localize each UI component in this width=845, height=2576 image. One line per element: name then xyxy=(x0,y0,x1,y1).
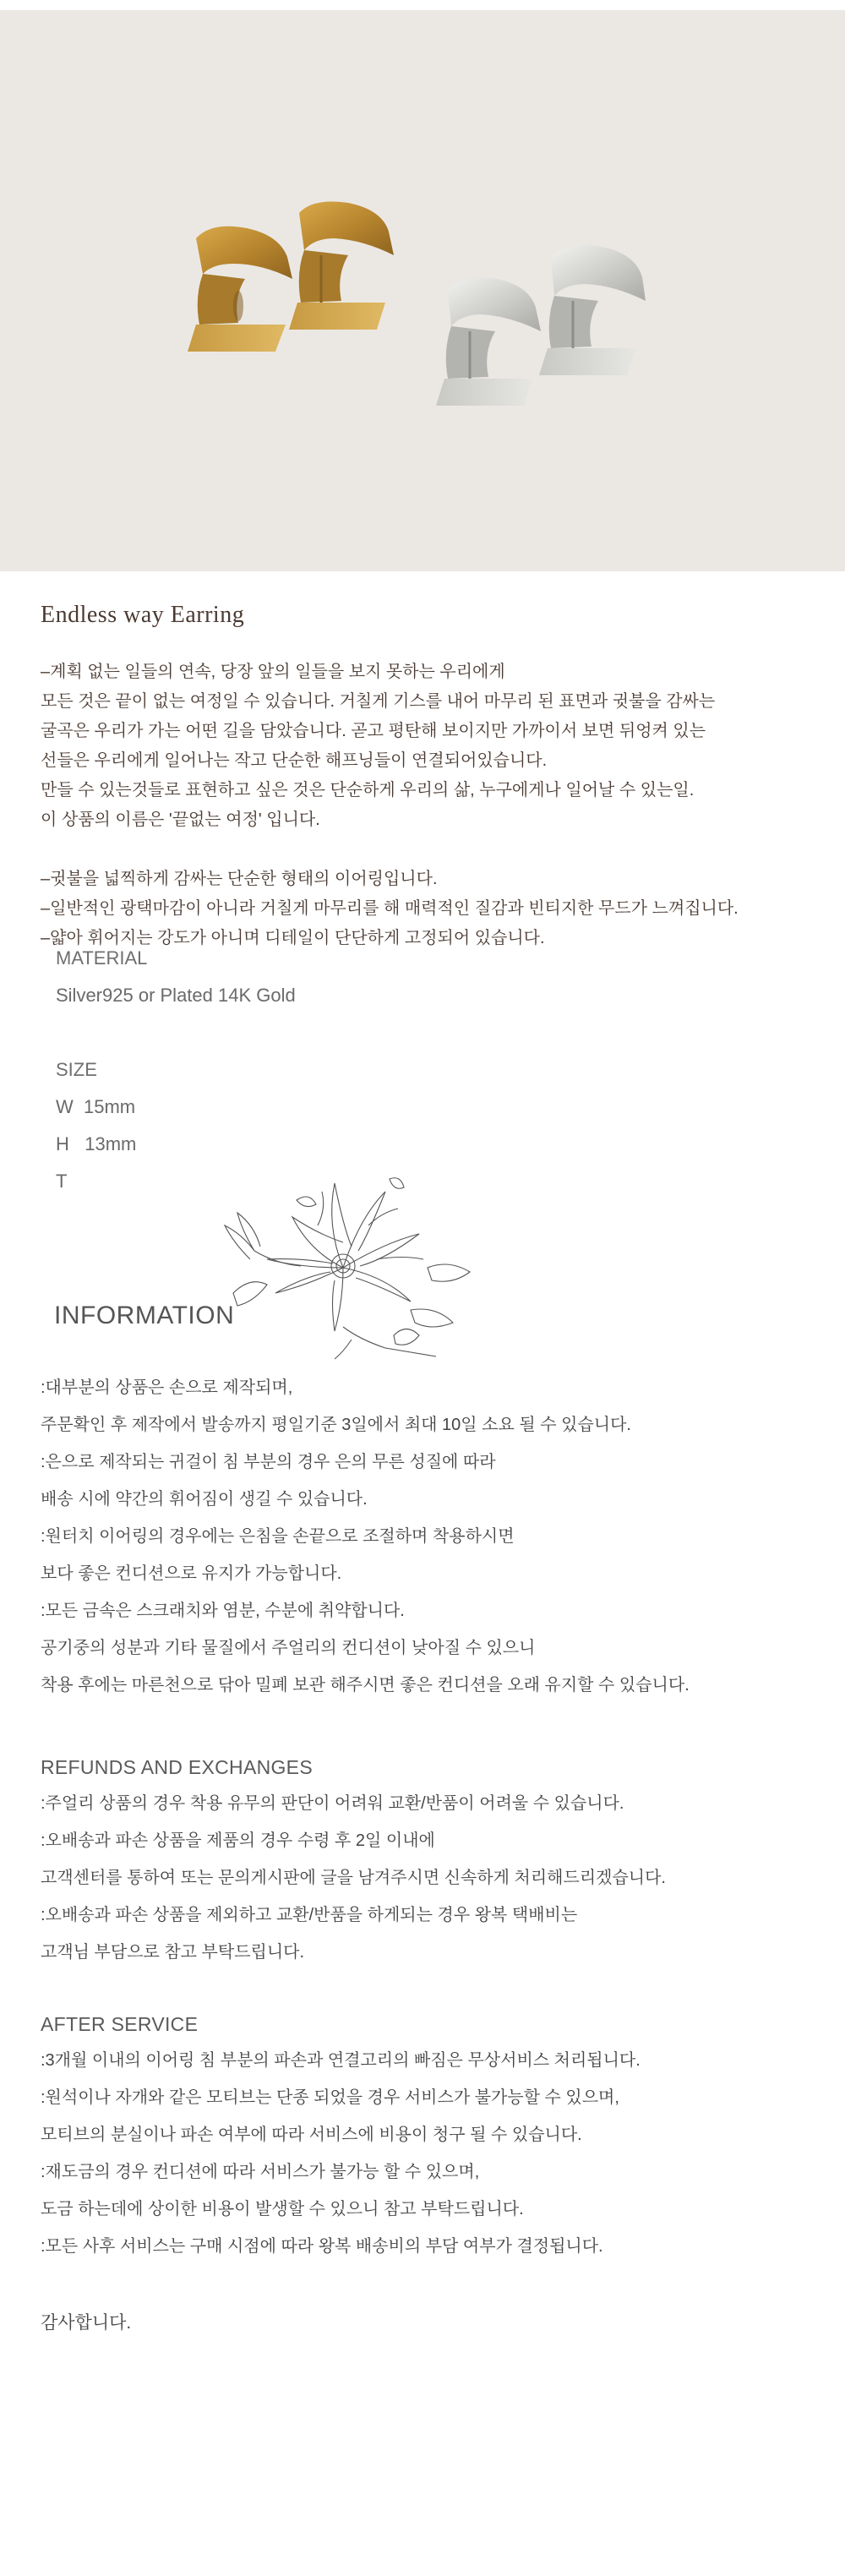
after-service-line: :3개월 이내의 이어링 침 부분의 파손과 연결고리의 빠짐은 무상서비스 처리됩니다. xyxy=(41,2051,641,2070)
description-line: 선들은 우리에게 일어나는 작고 단순한 해프닝들이 연결되어있습니다. xyxy=(41,751,548,770)
after-service-list xyxy=(41,2042,818,2265)
closing-message: 감사합니다. xyxy=(41,2313,132,2333)
information-line: :은으로 제작되는 귀걸이 침 부분의 경우 은의 무른 성질에 따라 xyxy=(41,1453,496,1471)
description-line: 이 상품의 이름은 '끝없는 여정' 입니다. xyxy=(41,810,320,829)
product-title: Endless way Earring xyxy=(41,602,245,628)
gold-earring-right xyxy=(289,202,394,330)
description-line: –얇아 휘어지는 강도가 아니며 디테일이 단단하게 고정되어 있습니다. xyxy=(41,929,545,947)
silver-earring-left xyxy=(436,278,541,406)
refunds-line: :오배송과 파손 상품을 제품의 경우 수령 후 2일 이내에 xyxy=(41,1831,435,1850)
size-label: SIZE xyxy=(56,1059,97,1080)
information-title: INFORMATION xyxy=(54,1302,235,1329)
information-line: 보다 좋은 컨디션으로 유지가 가능합니다. xyxy=(41,1564,342,1583)
information-line: 주문확인 후 제작에서 발송까지 평일기준 3일에서 최대 10일 소요 될 수 있습니다. xyxy=(41,1416,631,1434)
information-list xyxy=(41,1369,818,1704)
after-service-line: :원석이나 자개와 같은 모티브는 단종 되었을 경우 서비스가 불가능할 수 있으며, xyxy=(41,2088,619,2107)
description-spacer xyxy=(41,835,818,865)
information-line: :모든 금속은 스크래치와 염분, 수분에 취약합니다. xyxy=(41,1602,405,1620)
material-section xyxy=(56,940,563,1014)
size-width: W 15mm xyxy=(56,1096,136,1117)
product-description xyxy=(41,658,818,953)
description-line: 굴곡은 우리가 가는 어떤 길을 담았습니다. 곧고 평탄해 보이지만 가까이서 보면 뒤엉켜 있는 xyxy=(41,722,706,740)
description-line: –귓불을 넓찍하게 감싸는 단순한 형태의 이어링입니다. xyxy=(41,870,438,888)
after-service-line: 도금 하는데에 상이한 비용이 발생할 수 있으니 참고 부탁드립니다. xyxy=(41,2200,524,2219)
refunds-line: :주얼리 상품의 경우 착용 유무의 판단이 어려워 교환/반품이 어려울 수 있습니다. xyxy=(41,1794,624,1813)
product-hero-image xyxy=(0,10,845,571)
information-line: :원터치 이어링의 경우에는 은침을 손끝으로 조절하며 착용하시면 xyxy=(41,1527,515,1546)
material-value: Silver925 or Plated 14K Gold xyxy=(56,985,296,1006)
refunds-line: 고객센터를 통하여 또는 문의게시판에 글을 남겨주시면 신속하게 처리해드리겠습니다. xyxy=(41,1869,666,1887)
refunds-line: 고객님 부담으로 참고 부탁드립니다. xyxy=(41,1943,305,1962)
description-line: 모든 것은 끝이 없는 여정일 수 있습니다. 거칠게 기스를 내어 마무리 된 표면과 귓불을 감싸는 xyxy=(41,692,716,711)
after-service-line: :모든 사후 서비스는 구매 시점에 따라 왕복 배송비의 부담 여부가 결정됩니다. xyxy=(41,2237,603,2256)
refunds-line: :오배송과 파손 상품을 제외하고 교환/반품을 하게되는 경우 왕복 택배비는 xyxy=(41,1906,578,1924)
gold-earring-left xyxy=(188,226,292,352)
size-height: H 13mm xyxy=(56,1133,137,1154)
earrings-illustration xyxy=(0,10,845,571)
information-line: :대부분의 상품은 손으로 제작되며, xyxy=(41,1378,293,1397)
after-service-title: AFTER SERVICE xyxy=(41,2013,199,2035)
description-line: 만들 수 있는것들로 표현하고 싶은 것은 단순하게 우리의 삶, 누구에게나 일어날 수 있는일. xyxy=(41,781,695,800)
description-line: –계획 없는 일들의 연속, 당장 앞의 일들을 보지 못하는 우리에게 xyxy=(41,663,505,681)
description-line: –일반적인 광택마감이 아니라 거칠게 마무리를 해 매력적인 질감과 빈티지한 무드가 느껴집니다. xyxy=(41,899,739,918)
silver-earring-right xyxy=(539,245,646,375)
information-line: 착용 후에는 마른천으로 닦아 밀폐 보관 해주시면 좋은 컨디션을 오래 유지할 수 있습니다. xyxy=(41,1676,690,1695)
size-thickness: T xyxy=(56,1171,68,1192)
information-line: 배송 시에 약간의 휘어짐이 생길 수 있습니다. xyxy=(41,1490,368,1509)
refunds-list xyxy=(41,1785,818,1971)
information-line: 공기중의 성분과 기타 물질에서 주얼리의 컨디션이 낮아질 수 있으니 xyxy=(41,1639,536,1657)
after-service-line: :재도금의 경우 컨디션에 따라 서비스가 불가능 할 수 있으며, xyxy=(41,2163,480,2181)
material-label: MATERIAL xyxy=(56,947,148,969)
refunds-title: REFUNDS AND EXCHANGES xyxy=(41,1756,313,1778)
after-service-line: 모티브의 분실이나 파손 여부에 따라 서비스에 비용이 청구 될 수 있습니다. xyxy=(41,2126,582,2144)
chrysanthemum-illustration xyxy=(216,1166,487,1361)
